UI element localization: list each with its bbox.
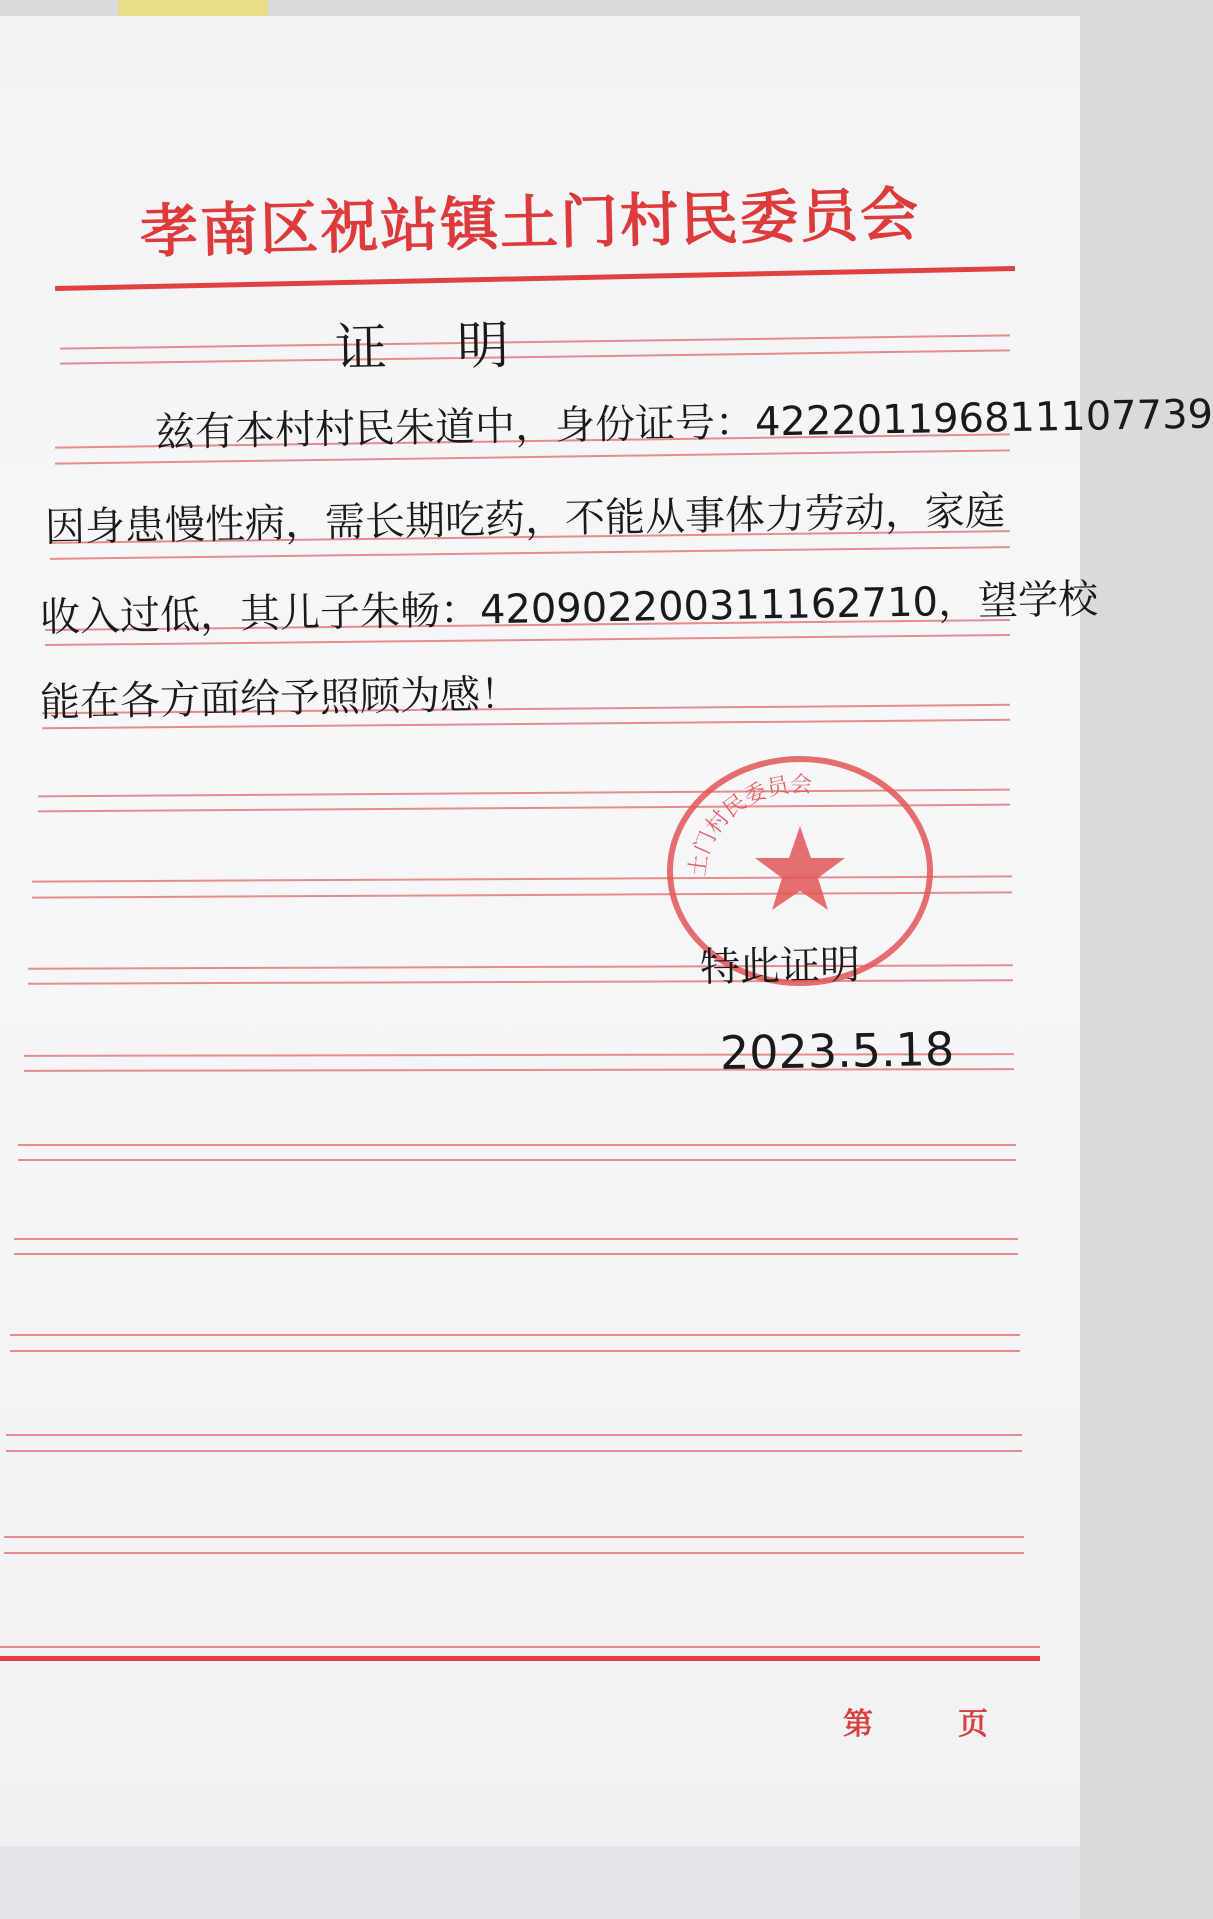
ruled-line xyxy=(6,1450,1022,1452)
ruled-line xyxy=(14,1238,1018,1240)
ruled-line xyxy=(18,1144,1016,1146)
ruled-line xyxy=(10,1350,1020,1352)
ruled-line xyxy=(18,1159,1016,1161)
ruled-line xyxy=(4,1536,1024,1538)
seal-star-icon xyxy=(755,826,845,910)
bottom-divider-thin xyxy=(0,1646,1040,1648)
signature-date: 2023.5.18 xyxy=(719,1021,955,1080)
certificate-title: 证明 xyxy=(334,314,580,379)
bottom-divider xyxy=(0,1656,1040,1661)
letter-paper xyxy=(0,16,1213,1846)
body-line-3: 收入过低，其儿子朱畅：420902200311162710，望学校 xyxy=(39,576,1099,641)
ruled-line xyxy=(4,1552,1024,1554)
letterhead-divider xyxy=(55,266,1015,291)
page-prefix-label: 第 xyxy=(843,1707,873,1742)
page-suffix-label: 页 xyxy=(958,1707,988,1742)
closing-statement: 特此证明 xyxy=(699,942,861,991)
body-line-4: 能在各方面给予照顾为感！ xyxy=(39,671,521,726)
body-line-2: 因身患慢性病，需长期吃药，不能从事体力劳动，家庭 xyxy=(44,488,1006,551)
ruled-line xyxy=(6,1434,1022,1436)
letterhead-title: 孝南区祝站镇土门村民委员会 xyxy=(139,180,921,266)
ruled-line xyxy=(14,1253,1018,1255)
ruled-line xyxy=(10,1334,1020,1336)
seal-text: 土门村民委员会 xyxy=(685,772,813,879)
body-line-1: 兹有本村村民朱道中，身份证号：422201196811107739 xyxy=(154,391,1213,456)
